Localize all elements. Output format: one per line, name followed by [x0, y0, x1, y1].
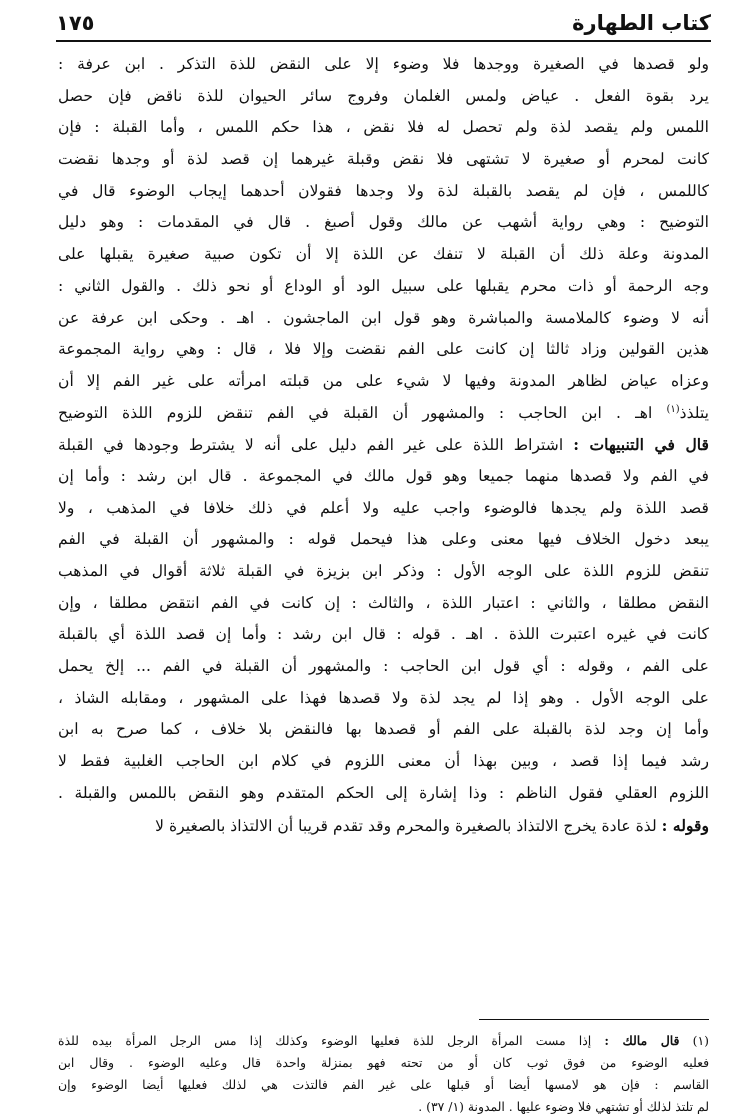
text-line: كانت لمحرم أو صغيرة لا تشتهى فلا نقض وقبلة غيرهما إن قصد لذة أو وجدها نقضت [58, 150, 709, 169]
text-line: المدونة وعلة ذلك أن القبلة لا تنفك عن اللذة إلا أن تكون صبية صغيرة يقبلها على [58, 245, 709, 264]
text-line: يرد بقوة الفعل . عياض ولمس الغلمان وفروج سائر الحيوان للذة ناقض فإن حصل [58, 86, 709, 105]
text-line: وأما إن وجد لذة بالقبلة على الفم أو قصدها بها فالنقض بلا خلاف ، كما صرح به ابن [58, 720, 709, 739]
footnote-lead: قال مالك : [604, 1033, 680, 1048]
text-line [58, 810, 709, 842]
line-tail-text: اهـ . ابن الحاجب : والمشهور أن القبلة في الفم تنقض للزوم اللذة التوضيح [58, 403, 653, 422]
line-rest-text: اشتراط اللذة على غير الفم دليل على أنه لا يشترط وجودها في القبلة [58, 436, 574, 455]
text-line: رشد فيما إذا قصد ، وبين بهذا أن معنى اللزوم في كلام ابن الحاجب الغلبية فقط لا [58, 752, 709, 771]
footnote-marker: (١) [692, 1033, 709, 1048]
text-line: وجه الرحمة أو ذات محرم يقبلها على سبيل الود أو الوداع أو نحو ذلك . والقول الثاني : [58, 276, 709, 295]
text-line: التوضيح : وهي رواية أشهب عن مالك وقول أصبغ . قال في المقدمات : وهو دليل [58, 213, 709, 232]
text-line: قصد اللذة ولم يجدها فالوضوء واجب عليه ولا أعلم في ذلك خلافا في المذهب ، ولا [58, 498, 709, 517]
footnote-reference: (١) [666, 403, 680, 415]
footnotes [58, 1030, 709, 1118]
text-line: في الفم ولا قصدها منهما جميعا وهو قول مالك في المجموعة . قال ابن رشد : وأما إن [58, 466, 709, 485]
text-line: كاللمس ، فإن لم يقصد بالقبلة لذة ولا وجدها فقولان أحدهما إيجاب الوضوء قال في [58, 181, 709, 200]
text-line: ولو قصدها في الصغيرة ووجدها فلا وضوء إلا على النقض للذة التذكر . ابن عرفة : [58, 55, 709, 73]
line-start-text: يتلذذ [679, 403, 709, 422]
footnote-separator [479, 1019, 709, 1020]
text-line: هذين القولين وزاد ثالثا إن كانت على الفم نقضت وإلا فلا ، قال : وهي رواية المجموعة [58, 340, 709, 359]
text-line: كانت في غيره اعتبرت اللذة . اهـ . قوله : قال ابن رشد : وأما إن قصد اللذة أي بالقبلة [58, 625, 709, 644]
line-rest-text: لذة عادة يخرج الالتذاذ بالصغيرة والمحرم وقد تقدم قريبا أن الالتذاذ بالصغيرة لا [155, 816, 662, 835]
header-rule [56, 40, 711, 42]
text-line: أنه لا وضوء كالملامسة والمباشرة وهو قول ابن الماجشون . اهـ . وحكى ابن عرفة عن [58, 308, 709, 327]
text-line: النقض مطلقا ، والثاني : اعتبار اللذة ، والثالث : إن كانت في الفم انتقض مطلقا ، وإن [58, 593, 709, 612]
text-line: على الوجه الأول . وهو إذا لم يجد لذة ولا قصدها فهذا على المشهور ، ومقابله الشاذ ، [58, 688, 709, 707]
text-line: اللمس ولم يقصد لذة ولم تحصل له فلا نقض ، هذا حكم اللمس ، وأما القبلة : فإن [58, 118, 709, 137]
book-title: كتاب الطهارة [572, 11, 711, 35]
text-line: تنقض للزوم اللذة على الوجه الأول : وذكر ابن بزيزة في القبلة ثلاثة أقوال في المذهب [58, 562, 709, 580]
footnote-line: لم تلتذ لذلك أو تشتهي فلا وضوء عليها . المدونة (١/ ٣٧) . [418, 1099, 709, 1114]
footnote-line: فعليه الوضوء من فوق ثوب كان أو من تحته فهو بمنزلة واحدة قال وعليه الوضوء . وقال ابن [58, 1055, 709, 1070]
footnote-line [58, 1030, 709, 1052]
running-head [56, 8, 711, 38]
text-line: اللزوم العقلي فقول الناظم : وذا إشارة إلى الحكم المتقدم وهو النقض باللمس والقبلة . [58, 783, 709, 802]
text-line: على الفم ، وقوله : أي قول ابن الحاجب : والمشهور أن القبلة في الفم ... إلخ يحمل [58, 657, 709, 676]
text-line-with-footnote-ref [58, 398, 709, 430]
page-number: ١٧٥ [56, 11, 95, 35]
bold-lead-tanbihat: قال في التنبيهات : [573, 435, 709, 455]
text-line: وعزاه عياض لظاهر المدونة وفيها لا شيء على من قبلته امرأته على غير الفم إلا أن [58, 371, 709, 390]
main-text [58, 49, 709, 841]
text-line: يبعد دخول الخلاف فيها معنى وعلى هذا فيحمل قوله : والمشهور أن القبلة في الفم [58, 530, 709, 549]
footnote-line: القاسم : فإن هو لامسها أيضا أو قبلها على غير الفم فالتذت هي لذلك فعليها أيضا الوضوء وإن [58, 1077, 709, 1092]
footnote-text: إذا مست المرأة الرجل للذة فعليها الوضوء وكذلك إذا مس الرجل المرأة بيده للذة [58, 1033, 592, 1048]
text-line [58, 429, 709, 461]
bold-lead-qawluhu: وقوله : [661, 815, 709, 835]
